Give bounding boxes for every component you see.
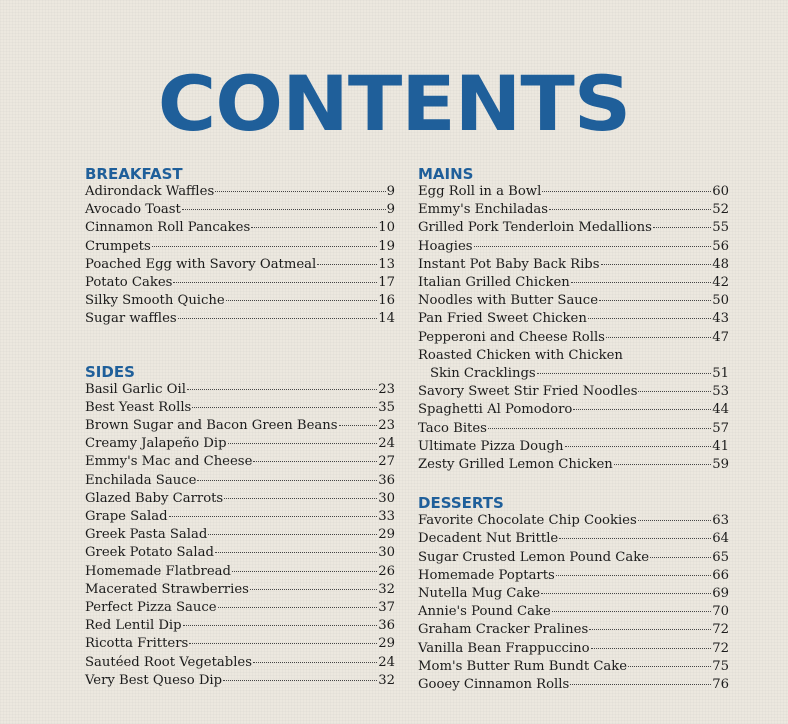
dot-leader [571,282,711,283]
toc-entry[interactable] [418,456,729,474]
entry-name: Avocado Toast [85,202,181,218]
dot-leader [591,648,712,649]
page-number: 36 [378,472,395,488]
page-number: 29 [378,527,395,543]
dot-leader [251,227,377,228]
section-heading: BREAKFAST [85,165,183,183]
toc-entry[interactable] [418,549,729,567]
toc-entry[interactable] [85,563,395,581]
entry-name: Sugar Crusted Lemon Pound Cake [418,549,650,565]
dot-leader [588,318,711,319]
page-number: 16 [378,293,395,309]
toc-entry[interactable] [85,508,395,526]
dot-leader [187,389,377,390]
page-number: 32 [378,672,395,688]
entry-name: Instant Pot Baby Back Ribs [418,256,600,272]
entry-name: Emmy's Enchiladas [418,202,549,218]
page-number: 13 [378,256,395,272]
dot-leader [653,227,711,228]
entry-name: Favorite Chocolate Chip Cookies [418,513,637,529]
page-number: 72 [712,640,729,656]
dot-leader [226,300,378,301]
page-number: 48 [712,256,729,272]
toc-entry[interactable] [85,310,395,328]
section-heading: DESSERTS [418,494,504,513]
page-number: 75 [712,658,729,674]
dot-leader [253,461,377,462]
dot-leader [601,264,712,265]
page-number: 32 [378,581,395,597]
section-breakfast [85,165,395,329]
entry-name: Egg Roll in a Bowl [418,184,542,199]
entry-name: Basil Garlic Oil [85,381,186,397]
entry-name: Very Best Queso Dip [85,672,223,688]
toc-entry[interactable] [418,603,729,621]
entry-name: Grilled Pork Tenderloin Medallions [418,220,652,236]
page-number: 36 [378,618,395,634]
page-number: 60 [712,184,729,199]
toc-entry[interactable] [418,585,729,603]
toc-entry[interactable] [85,201,395,219]
page-number: 33 [378,509,395,525]
toc-entry[interactable] [418,640,729,658]
toc-entry[interactable] [418,658,729,676]
entry-name: Cinnamon Roll Pancakes [85,220,251,236]
entry-name: Sautéed Root Vegetables [85,654,252,670]
page-number: 63 [712,513,729,529]
entry-name: Spaghetti Al Pomodoro [418,402,573,418]
page-number: 24 [378,654,395,670]
toc-entry[interactable] [85,453,395,471]
dot-leader [638,520,711,521]
entry-name: Enchilada Sauce [85,472,197,488]
section-heading: SIDES [85,362,135,381]
toc-entry[interactable] [418,420,729,438]
dot-leader [189,643,377,644]
dot-leader [573,409,711,410]
toc-entry[interactable] [85,472,395,490]
dot-leader [537,373,712,374]
page-number: 70 [712,604,729,620]
toc-entry[interactable] [418,530,729,548]
page-number: 64 [712,531,729,547]
entry-name: Decadent Nut Brittle [418,531,559,547]
entry-name: Greek Potato Salad [85,545,214,561]
entry-name: Pan Fried Sweet Chicken [418,311,587,327]
entry-name: Homemade Flatbread [85,563,231,579]
entry-name: Greek Pasta Salad [85,527,208,543]
page-number: 42 [712,275,729,291]
page-number: 37 [378,600,395,616]
dot-leader [253,662,377,663]
entry-name: Noodles with Butter Sauce [418,293,598,309]
entry-name: Taco Bites [418,420,487,436]
entry-name: Hoagies [418,238,473,254]
page-number: 41 [712,438,729,454]
entry-name: Adirondack Waffles [85,184,215,199]
page-number: 47 [712,329,729,345]
page-number: 10 [378,220,395,236]
entry-name: Graham Cracker Pralines [418,622,589,638]
page-number: 69 [712,586,729,602]
toc-entry[interactable] [85,581,395,599]
dot-leader [541,593,711,594]
entry-name-continued: Skin Cracklings [430,366,536,382]
entry-name: Roasted Chicken with Chicken [418,347,623,363]
dot-leader [197,480,377,481]
toc-entry[interactable] [85,635,395,653]
page-number: 9 [386,184,395,199]
entry-name: Zesty Grilled Lemon Chicken [418,457,613,473]
dot-leader [208,534,377,535]
toc-entry[interactable] [85,435,395,453]
toc-entry[interactable] [85,599,395,617]
dot-leader [224,498,377,499]
entry-name: Glazed Baby Carrots [85,490,224,506]
dot-leader [215,552,377,553]
toc-entry[interactable] [85,490,395,508]
dot-leader [228,443,378,444]
entry-continuation [418,365,729,383]
dot-leader [628,666,711,667]
page-number: 66 [712,567,729,583]
dot-leader [638,391,711,392]
right-column [418,165,729,714]
page-number: 52 [712,202,729,218]
page-number: 30 [378,490,395,506]
dot-leader [589,629,711,630]
entry-name: Silky Smooth Quiche [85,293,225,309]
entry-name: Macerated Strawberries [85,581,249,597]
entry-name: Homemade Poptarts [418,567,555,583]
toc-entry[interactable] [85,381,395,399]
dot-leader [182,209,386,210]
entry-name: Annie's Pound Cake [418,604,551,620]
page-title: CONTENTS [157,59,631,148]
toc-entry[interactable] [85,617,395,635]
toc-entry[interactable] [418,256,729,274]
page-number: 26 [378,563,395,579]
entry-name: Crumpets [85,238,151,254]
entry-name: Vanilla Bean Frappuccino [418,640,590,656]
page-number: 57 [712,420,729,436]
dot-leader [488,428,711,429]
page-number: 14 [378,311,395,327]
dot-leader [650,557,711,558]
page-number: 30 [378,545,395,561]
page-number: 65 [712,549,729,565]
entry-name: Sugar waffles [85,311,177,327]
entry-name: Poached Egg with Savory Oatmeal [85,256,317,272]
page-number: 72 [712,622,729,638]
section-heading: MAINS [418,165,474,183]
dot-leader [192,407,377,408]
dot-leader [565,446,712,447]
dot-leader [317,264,377,265]
toc-entry[interactable] [418,219,729,237]
toc-entry[interactable] [418,238,729,256]
dot-leader [169,516,378,517]
entry-name: Savory Sweet Stir Fried Noodles [418,384,638,400]
toc-entry[interactable] [85,544,395,562]
page-number: 76 [712,677,729,693]
dot-leader [606,337,711,338]
toc-entry[interactable] [418,383,729,401]
dot-leader [542,191,711,192]
section-mains [418,165,729,474]
entry-name: Ricotta Fritters [85,636,189,652]
dot-leader [218,607,378,608]
dot-leader [559,538,711,539]
toc-entry[interactable] [418,292,729,310]
dot-leader [215,191,385,192]
toc-entry[interactable] [418,401,729,419]
dot-leader [223,680,377,681]
toc-entry[interactable] [418,310,729,328]
entry-name: Brown Sugar and Bacon Green Beans [85,418,338,434]
page-number: 51 [712,366,729,382]
page-number: 55 [712,220,729,236]
page-number: 43 [712,311,729,327]
dot-leader [232,571,377,572]
toc-entry[interactable] [418,201,729,219]
toc-entry[interactable] [85,274,395,292]
entry-name: Red Lentil Dip [85,618,182,634]
page-number: 17 [378,275,395,291]
page-number: 53 [712,384,729,400]
toc-entry[interactable] [85,219,395,237]
toc-entry[interactable] [85,238,395,256]
page-number: 19 [378,238,395,254]
page-number: 23 [378,381,395,397]
page-number: 59 [712,457,729,473]
toc-entry[interactable] [418,621,729,639]
entry-name: Nutella Mug Cake [418,586,541,602]
dot-leader [178,318,378,319]
entry-name: Perfect Pizza Sauce [85,600,217,616]
toc-entry[interactable] [85,672,395,690]
toc-entry[interactable] [85,526,395,544]
page-number: 44 [712,402,729,418]
page-number: 56 [712,238,729,254]
section-sides [85,363,395,690]
dot-leader [339,425,378,426]
entry-name: Mom's Butter Rum Bundt Cake [418,658,628,674]
page-number: 35 [378,399,395,415]
left-column [85,165,395,710]
toc-entry[interactable] [418,512,729,530]
page-number: 24 [378,436,395,452]
toc-entry[interactable] [418,676,729,694]
dot-leader [552,611,711,612]
page-number: 27 [378,454,395,470]
entry-name: Pepperoni and Cheese Rolls [418,329,605,345]
toc-entry[interactable] [418,347,729,383]
dot-leader [173,282,377,283]
dot-leader [474,246,712,247]
dot-leader [556,575,711,576]
entry-name: Ultimate Pizza Dough [418,438,564,454]
entry-name: Italian Grilled Chicken [418,275,570,291]
toc-entry[interactable] [418,183,729,201]
page-number: 29 [378,636,395,652]
page-number: 50 [712,293,729,309]
dot-leader [152,246,378,247]
toc-entry[interactable] [85,292,395,310]
entry-name: Emmy's Mac and Cheese [85,454,253,470]
toc-entry[interactable] [85,183,395,201]
page-number: 9 [386,202,395,218]
dot-leader [570,684,711,685]
toc-entry[interactable] [418,329,729,347]
entry-name: Grape Salad [85,509,168,525]
page-number: 23 [378,418,395,434]
section-desserts [418,494,729,694]
entry-name: Gooey Cinnamon Rolls [418,677,570,693]
entry-name: Potato Cakes [85,275,173,291]
toc-entry[interactable] [418,274,729,292]
dot-leader [599,300,711,301]
dot-leader [614,464,711,465]
toc-entry[interactable] [85,417,395,435]
toc-entry[interactable] [85,256,395,274]
entry-name: Creamy Jalapeño Dip [85,436,227,452]
dot-leader [183,625,378,626]
toc-entry[interactable] [85,399,395,417]
dot-leader [549,209,711,210]
dot-leader [250,589,377,590]
entry-name: Best Yeast Rolls [85,399,192,415]
toc-entry[interactable] [418,567,729,585]
toc-entry[interactable] [85,654,395,672]
toc-entry[interactable] [418,438,729,456]
